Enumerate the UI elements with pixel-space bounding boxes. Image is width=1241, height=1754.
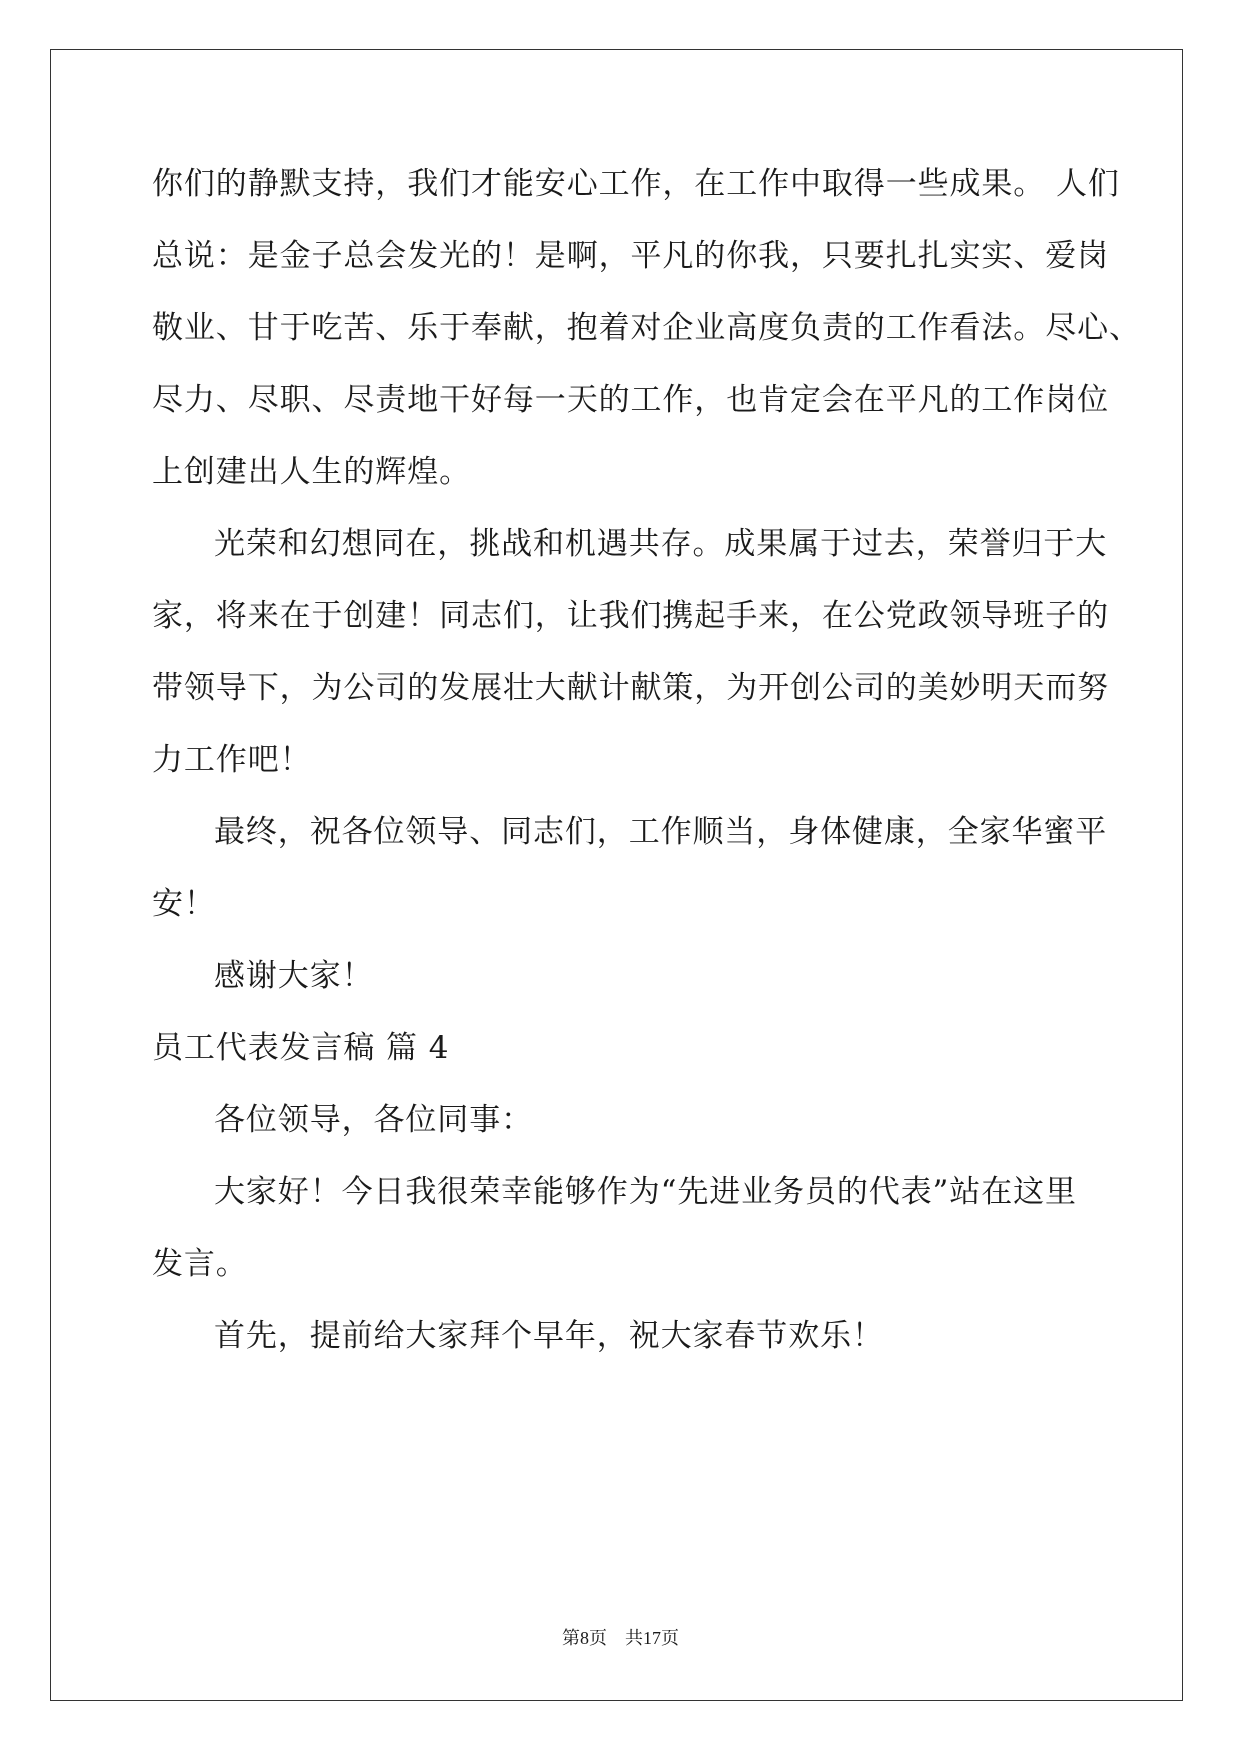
total-suffix: 页 xyxy=(661,1628,679,1648)
salutation: 各位领导，各位同事： xyxy=(214,1102,533,1138)
paragraph-start: 首先，提前给大家拜个早年，祝大家春节欢乐！ xyxy=(214,1318,884,1354)
text-line: 带领导下，为公司的发展壮大献计献策，为开创公司的美妙明天而努 xyxy=(152,670,1109,706)
text-line: 你们的静默支持，我们才能安心工作，在工作中取得一些成果。 人们 xyxy=(152,166,1120,202)
text-line: 家，将来在于创建！同志们，让我们携起手来，在公党政领导班子的 xyxy=(152,598,1109,634)
paragraph-start: 感谢大家！ xyxy=(214,958,374,994)
text-line: 总说：是金子总会发光的！是啊，平凡的你我，只要扎扎实实、爱岗 xyxy=(152,238,1109,274)
paragraph-start: 光荣和幻想同在，挑战和机遇共存。成果属于过去，荣誉归于大 xyxy=(214,526,1108,562)
text-line: 敬业、甘于吃苦、乐于奉献，抱着对企业高度负责的工作看法。尽心、 xyxy=(152,310,1141,346)
page-border xyxy=(50,49,1183,1701)
text-line: 发言。 xyxy=(152,1246,248,1282)
total-prefix: 共 xyxy=(625,1628,643,1648)
paragraph-start: 大家好！今日我很荣幸能够作为“先进业务员的代表”站在这里 xyxy=(214,1174,1077,1210)
page-prefix: 第 xyxy=(562,1628,580,1648)
page-footer xyxy=(0,1624,1241,1650)
page-number: 8 xyxy=(580,1628,589,1648)
text-line: 上创建出人生的辉煌。 xyxy=(152,454,471,490)
paragraph-start: 最终，祝各位领导、同志们，工作顺当，身体健康，全家华蜜平 xyxy=(214,814,1108,850)
text-line: 尽力、尽职、尽责地干好每一天的工作，也肯定会在平凡的工作岗位 xyxy=(152,382,1109,418)
total-pages: 17 xyxy=(643,1628,661,1648)
page-suffix: 页 xyxy=(589,1628,607,1648)
section-heading: 员工代表发言稿 篇 4 xyxy=(152,1030,450,1066)
text-line: 力工作吧！ xyxy=(152,742,312,778)
text-line: 安！ xyxy=(152,886,216,922)
